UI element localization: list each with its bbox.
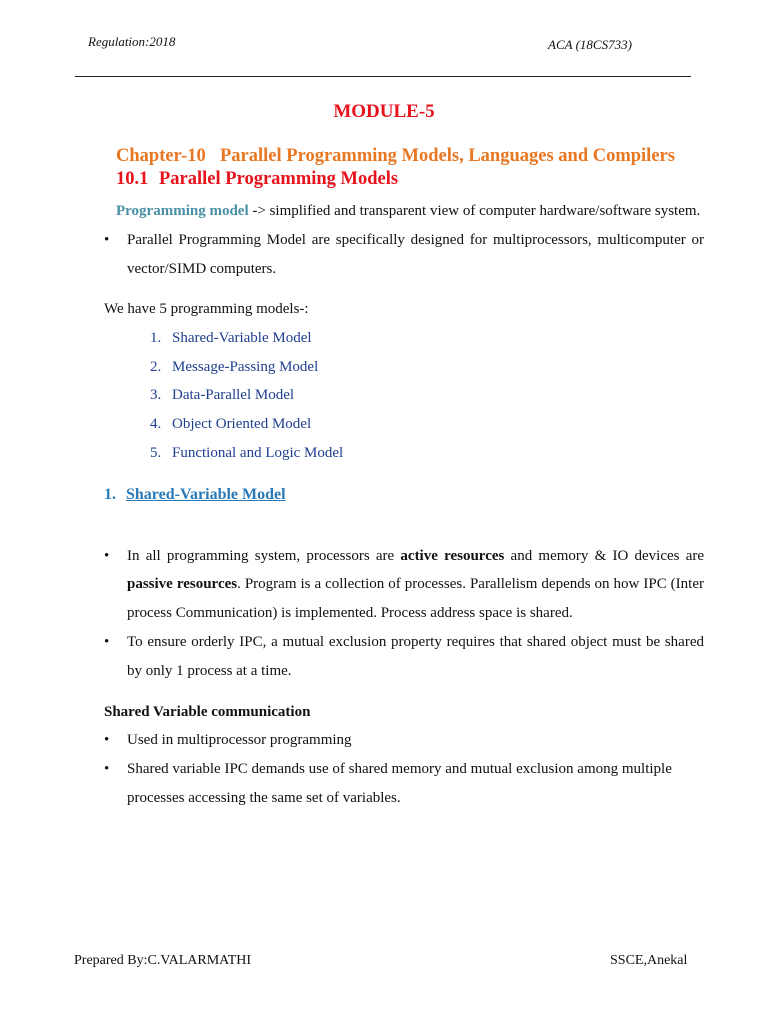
bullet-glyph: • bbox=[104, 761, 110, 777]
list-item-label: Message-Passing Model bbox=[172, 359, 319, 375]
list-item-number: 2. bbox=[150, 359, 162, 375]
bullet1-line1: Parallel Programming Model are specifically designed for multiprocessors, multicomputer or bbox=[127, 232, 704, 248]
module-title: MODULE-5 bbox=[333, 101, 435, 122]
bullet-glyph: • bbox=[104, 732, 110, 748]
list-item-label: Object Oriented Model bbox=[172, 416, 312, 432]
intro-definition bbox=[116, 202, 700, 220]
list-item-label: Shared-Variable Model bbox=[172, 330, 312, 346]
bullet-glyph: • bbox=[104, 232, 110, 248]
bullet1-line2: vector/SIMD computers. bbox=[127, 261, 277, 277]
list-item bbox=[150, 358, 318, 376]
active-resources-term: active resources bbox=[400, 548, 505, 564]
sv-bullet1-line1 bbox=[127, 547, 704, 565]
list-item-label: Functional and Logic Model bbox=[172, 445, 344, 461]
sv-text: In all programming system, processors are bbox=[127, 548, 401, 564]
models-intro: We have 5 programming models-: bbox=[104, 301, 309, 317]
svc-bullet2-line2: processes accessing the same set of variables. bbox=[127, 790, 401, 806]
svc-bullet2-line1: Shared variable IPC demands use of shared memory and mutual exclusion among multiple bbox=[127, 761, 672, 777]
list-item-number: 3. bbox=[150, 387, 162, 403]
footer-author: Prepared By:C.VALARMATHI bbox=[74, 953, 252, 968]
list-item-number: 5. bbox=[150, 445, 162, 461]
list-item bbox=[150, 329, 312, 347]
list-item-label: Data-Parallel Model bbox=[172, 387, 295, 403]
list-item bbox=[150, 386, 294, 404]
subsection-title: Shared-Variable Model bbox=[126, 486, 286, 503]
svc-bullet1: Used in multiprocessor programming bbox=[127, 732, 352, 748]
list-item-number: 1. bbox=[150, 330, 162, 346]
sv-bullet2-line1: To ensure orderly IPC, a mutual exclusion property requires that shared object must be shared bbox=[127, 634, 704, 650]
intro-term: Programming model bbox=[116, 203, 249, 219]
list-item bbox=[150, 444, 343, 462]
sv-text: . Program is a collection of processes. Parallelism depends on how IPC (Inter bbox=[237, 576, 704, 592]
svc-heading: Shared Variable communication bbox=[104, 704, 311, 720]
section-number: 10.1 bbox=[116, 169, 149, 189]
chapter-title: Parallel Programming Models, Languages and Compilers bbox=[220, 146, 675, 166]
section-heading bbox=[116, 169, 398, 190]
sv-bullet1-line2 bbox=[127, 575, 704, 593]
sv-bullet1-line3: process Communication) is implemented. Process address space is shared. bbox=[127, 605, 573, 621]
chapter-number: Chapter-10 bbox=[116, 146, 206, 166]
sv-text: and memory & IO devices are bbox=[504, 548, 705, 564]
footer-institution: SSCE,Anekal bbox=[610, 953, 688, 968]
list-item-number: 4. bbox=[150, 416, 162, 432]
intro-definition-text: -> simplified and transparent view of computer hardware/software system. bbox=[248, 203, 701, 219]
bullet-glyph: • bbox=[104, 548, 110, 564]
passive-resources-term: passive resources bbox=[127, 576, 238, 592]
sv-bullet2-line2: by only 1 process at a time. bbox=[127, 663, 292, 679]
list-item bbox=[150, 415, 311, 433]
header-rule bbox=[75, 76, 691, 77]
subsection-heading bbox=[104, 486, 286, 504]
subsection-number: 1. bbox=[104, 486, 116, 503]
section-title: Parallel Programming Models bbox=[159, 169, 399, 189]
header-regulation: Regulation:2018 bbox=[88, 34, 176, 49]
header-course-code: ACA (18CS733) bbox=[548, 37, 632, 52]
bullet-glyph: • bbox=[104, 634, 110, 650]
chapter-heading bbox=[116, 146, 675, 167]
